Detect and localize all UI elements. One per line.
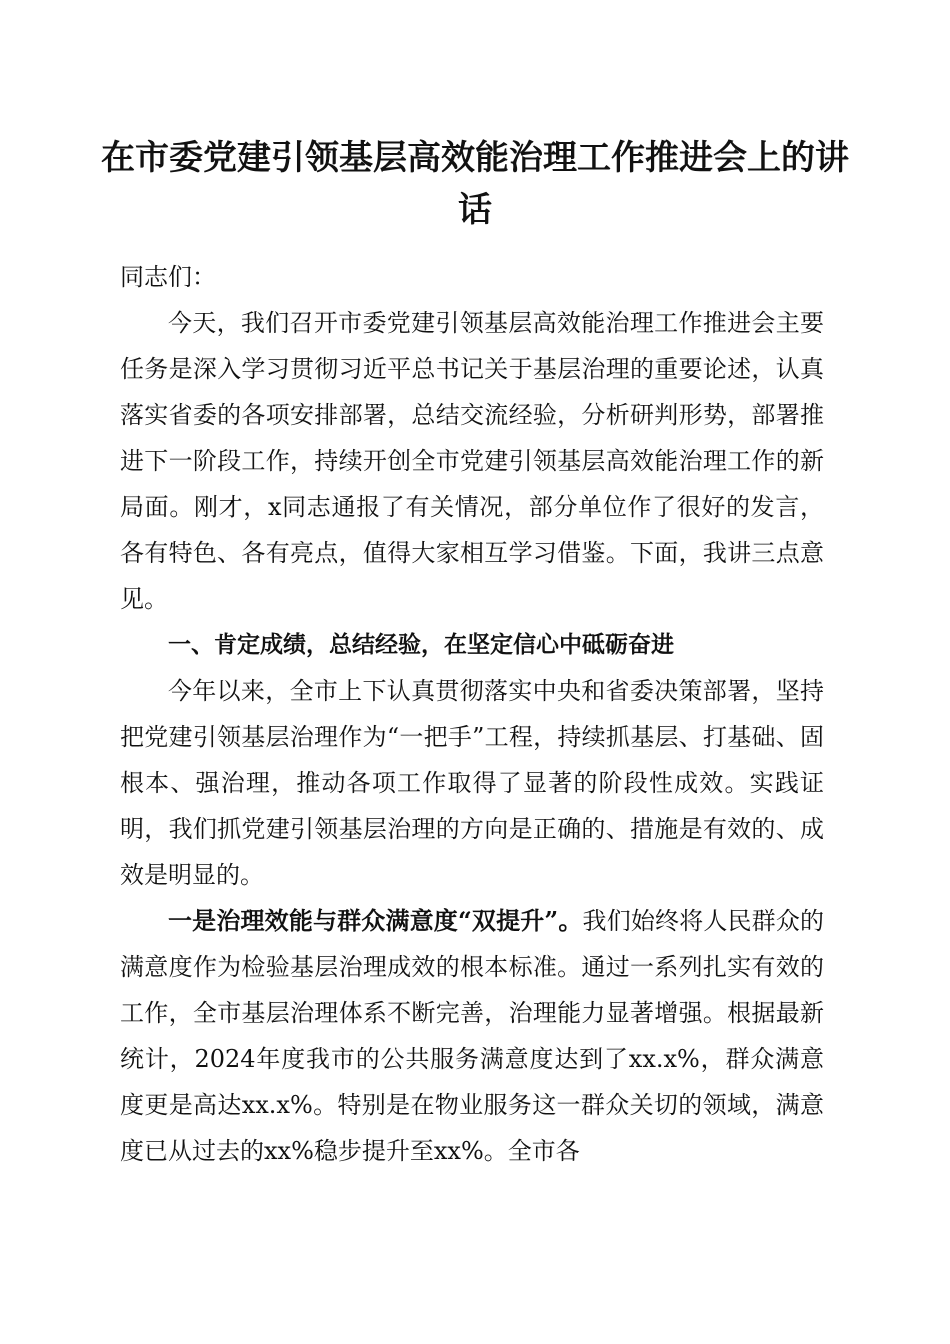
paragraph-opening: 今天，我们召开市委党建引领基层高效能治理工作推进会主要任务是深入学习贯彻习近平总书记关于基层治理的重要论述，认真落实省委的各项安排部署，总结交流经验，分析研判形势，部署推进下一阶段工作，持续开创全市党建引领基层高效能治理工作的新局面。刚才，x同志通报了有关情况，部分单位作了很好的发言，各有特色、各有亮点，值得大家相互学习借鉴。下面，我讲三点意见。 [120,309,824,613]
document-body [120,254,824,1174]
paragraph-achievements: 今年以来，全市上下认真贯彻落实中央和省委决策部署，坚持把党建引领基层治理作为“一把手”工程，持续抓基层、打基础、固根本、强治理，推动各项工作取得了显著的阶段性成效。实践证明，我们抓党建引领基层治理的方向是正确的、措施是有效的、成效是明显的。 [120,677,824,889]
paragraph-point-one [120,898,824,1174]
paragraph-point-one-text: 我们始终将人民群众的满意度作为检验基层治理成效的根本标准。通过一系列扎实有效的工作，全市基层治理体系不断完善，治理能力显著增强。根据最新统计，2024年度我市的公共服务满意度达到了xx.x%，群众满意度更是高达xx.x%。特别是在物业服务这一群众关切的领域，满意度已从过去的xx%稳步提升至xx%。全市各 [120,907,825,1165]
paragraph-point-one-lead: 一是治理效能与群众满意度“双提升”。 [168,906,583,935]
section-heading-1: 一、肯定成绩，总结经验，在坚定信心中砥砺奋进 [168,632,674,658]
salutation: 同志们： [120,263,216,291]
document-title: 在市委党建引领基层高效能治理工作推进会上的讲话 [101,138,849,230]
